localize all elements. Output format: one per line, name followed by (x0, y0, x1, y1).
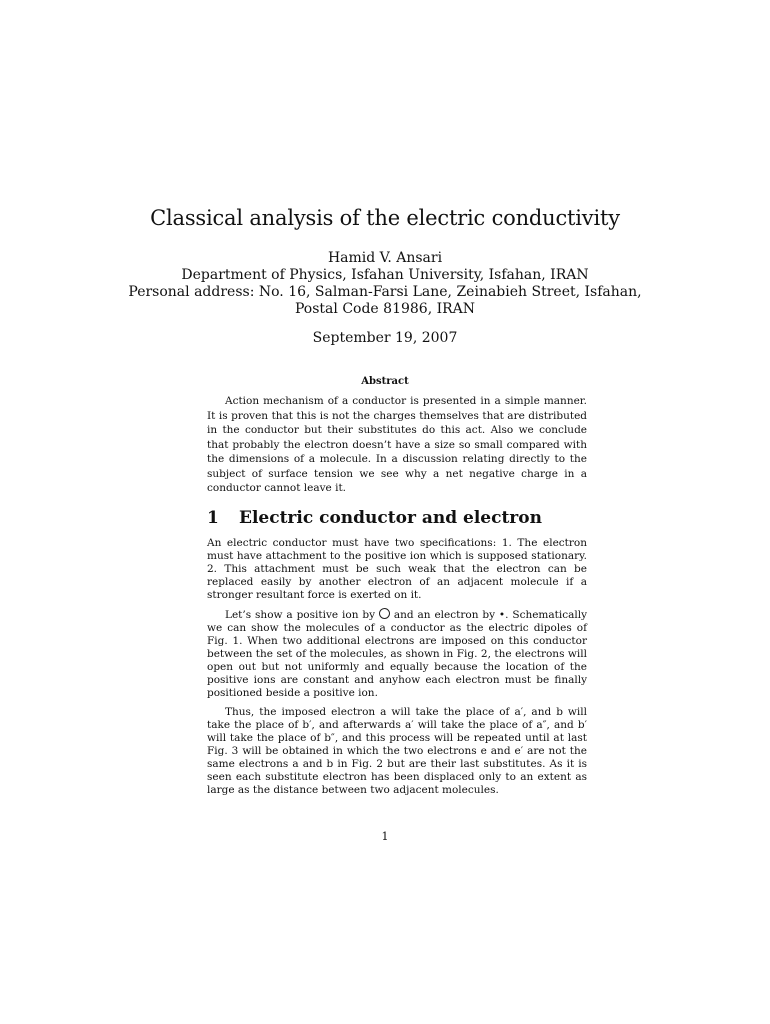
section-number: 1 (207, 508, 219, 528)
paper-title: Classical analysis of the electric conductivity (150, 206, 620, 230)
personal-address-line-1: Personal address: No. 16, Salman-Farsi Lane, Zeinabieh Street, Isfahan, (128, 284, 642, 300)
personal-address-line-2: Postal Code 81986, IRAN (294, 301, 476, 317)
positive-ion-circle-icon (379, 608, 390, 619)
paragraph-2 (207, 608, 587, 700)
section-heading (207, 508, 542, 528)
author-name: Hamid V. Ansari (327, 250, 443, 266)
author-block (0, 250, 770, 318)
paragraph-3: Thus, the imposed electron a will take the place of a′, and b will take the place of b′, and afterwards a′ will take the place of a″, and b′ will take the place of b″, and this process will be repeated until at last Fig. 3 will be obtained in which the two electrons e and e′ are not the same electrons a and b in Fig. 2 but are their last substitutes. As it is seen each substitute electron has been displaced only to an extent as large as the distance between two adjacent molecules. (207, 706, 587, 796)
section-body (207, 537, 587, 803)
abstract-heading: Abstract (361, 376, 409, 387)
paragraph-2-part-b: and an electron by •. Schematically we can show the molecules of a conductor as the electric dipoles of Fig. 1. When two additional electrons are imposed on this conductor between the set of the molecules, as shown in Fig. 2, the electrons will open out but not uniformly and equally because the location of the positive ions are constant and anyhow each electron must be finally positioned beside a positive ion. (207, 609, 588, 699)
page-number: 1 (381, 830, 389, 843)
paragraph-2-part-a: Let’s show a positive ion by (225, 609, 376, 621)
abstract-text: Action mechanism of a conductor is presented in a simple manner. It is proven that this is not the charges themselves that are distributed in the conductor but their substitutes do this act. Also we conclude that probably the electron doesn’t have a size so small compared with the dimensions of a molecule. In a discussion relating directly to the subject of surface tension we see why a net negative charge in a conductor cannot leave it. (207, 395, 587, 494)
paper-date: September 19, 2007 (312, 330, 458, 346)
author-affiliation: Department of Physics, Isfahan University, Isfahan, IRAN (181, 267, 589, 283)
section-title: Electric conductor and electron (239, 508, 542, 528)
paragraph-1: An electric conductor must have two specifications: 1. The electron must have attachment to the positive ion which is supposed stationary. 2. This attachment must be such weak that the electron can be replaced easily by another electron of an adjacent molecule if a stronger resultant force is exerted on it. (207, 537, 587, 601)
